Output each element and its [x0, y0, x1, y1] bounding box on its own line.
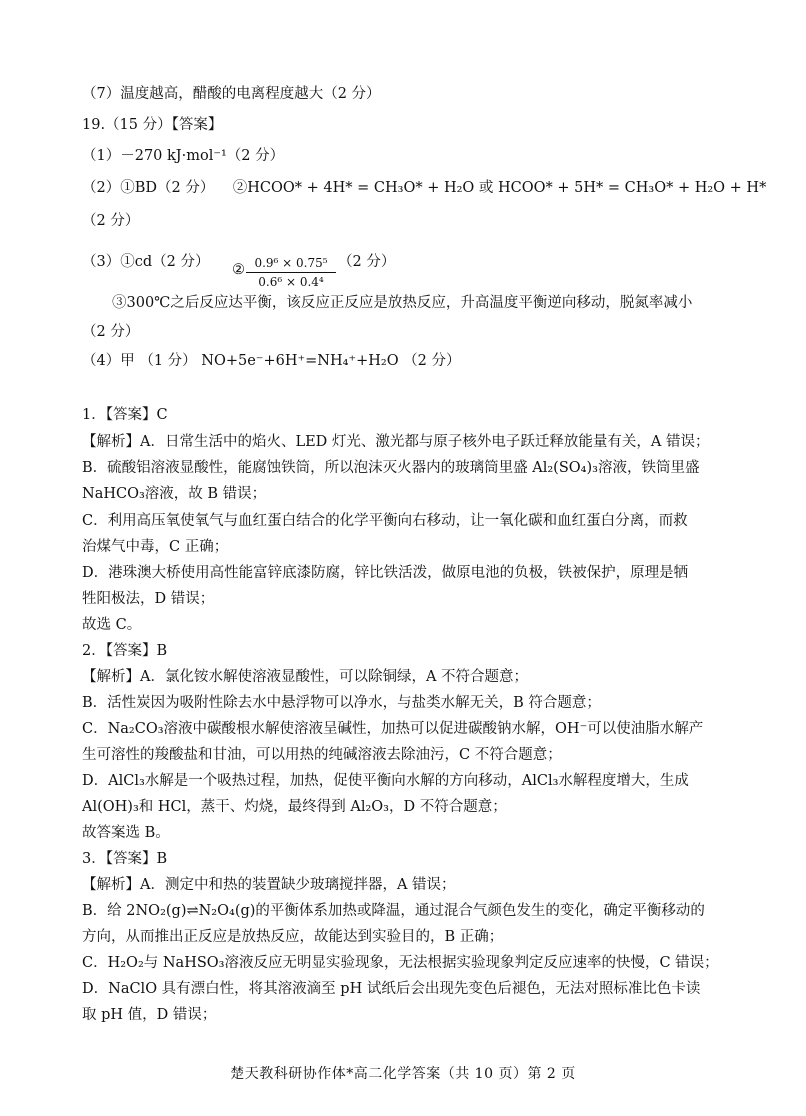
answer-19-3-explanation-score: （2 分）: [82, 324, 140, 340]
q1-answer-head: 1．【答案】C: [82, 407, 168, 423]
page-footer: 楚天教科研协作体*高二化学答案（共 10 页）第 2 页: [230, 1066, 576, 1082]
q1-analysis-c2: 治煤气中毒，C 正确；: [82, 539, 229, 555]
answer-19-3-marker: ②: [232, 262, 245, 278]
q1-analysis-d2: 牲阳极法，D 错误；: [82, 591, 215, 607]
q3-analysis-b1: B．给 2NO₂(g)⇌N₂O₄(g)的平衡体系加热或降温，通过混合气颜色发生的变化，确定平衡移动的: [82, 903, 705, 919]
answer-19-3-score: （2 分）: [338, 254, 396, 270]
q2-analysis-d2: Al(OH)₃和 HCl，蒸干、灼烧，最终得到 Al₂O₃，D 不符合题意；: [82, 799, 507, 815]
answer-19-1: （1）－270 kJ·mol⁻¹（2 分）: [82, 148, 285, 164]
answer-19-4: （4）甲 （1 分） NO+5e⁻+6H⁺=NH₄⁺+H₂O （2 分）: [82, 353, 461, 369]
q2-conclusion: 故答案选 B。: [82, 825, 170, 841]
q1-analysis-c1: C．利用高压氧使氧气与血红蛋白结合的化学平衡向右移动，让一氧化碳和血红蛋白分离，而救: [82, 513, 688, 529]
question-19-header: 19.（15 分）【答案】: [82, 117, 223, 133]
q3-answer-head: 3．【答案】B: [82, 851, 168, 867]
q3-analysis-a: 【解析】A．测定中和热的装置缺少玻璃搅拌器，A 错误；: [82, 877, 456, 893]
answer-19-2: [82, 178, 767, 198]
q1-analysis-a: 【解析】A．日常生活中的焰火、LED 灯光、激光都与原子核外电子跃迁释放能量有关，A 错误；: [82, 434, 710, 450]
equilibrium-constant-formula: [246, 255, 336, 290]
answer-19-2-score: （2 分）: [82, 213, 140, 229]
formula-numerator: 0.9⁶ × 0.75⁵: [246, 255, 336, 273]
q3-analysis-d2: 取 pH 值，D 错误；: [82, 1007, 217, 1023]
q2-answer-head: 2．【答案】B: [82, 643, 168, 659]
formula-denominator: 0.6⁶ × 0.4⁴: [258, 275, 324, 289]
q2-analysis-c2: 生可溶性的羧酸盐和甘油，可以用热的纯碱溶液去除油污，C 不符合题意；: [82, 747, 562, 763]
answer-19-2-equation-2: HCOO* + 5H* = CH₃O* + H₂O + H*: [498, 180, 767, 196]
q2-analysis-d1: D．AlCl₃水解是一个吸热过程，加热，促使平衡向水解的方向移动，AlCl₃水解程度增大，生成: [82, 773, 689, 789]
q2-analysis-a: 【解析】A．氯化铵水解使溶液显酸性，可以除铜绿，A 不符合题意；: [82, 669, 529, 685]
q1-analysis-d1: D．港珠澳大桥使用高性能富锌底漆防腐，锌比铁活泼，做原电池的负极，铁被保护，原理是牺: [82, 565, 689, 581]
answer-19-3-prefix: （3）①cd（2 分）: [82, 254, 210, 270]
answer-19-2-equation-1: ②HCOO* + 4H* = CH₃O* + H₂O: [232, 180, 475, 196]
q2-analysis-c1: C．Na₂CO₃溶液中碳酸根水解使溶液呈碱性，加热可以促进碳酸钠水解，OH⁻可以使油脂水解产: [82, 721, 704, 737]
q3-analysis-b2: 方向，从而推出正反应是放热反应，故能达到实验目的，B 正确；: [82, 929, 504, 945]
q1-analysis-b1: B．硫酸铝溶液显酸性，能腐蚀铁筒，所以泡沫灭火器内的玻璃筒里盛 Al₂(SO₄)₃溶液，铁筒里盛: [82, 460, 700, 476]
answer-19-2-prefix: （2）①BD（2 分）: [82, 180, 215, 196]
q3-analysis-c: C．H₂O₂与 NaHSO₃溶液反应无明显实验现象，无法根据实验现象判定反应速率的快慢，C 错误；: [82, 955, 719, 971]
q1-conclusion: 故选 C。: [82, 617, 142, 633]
answer-19-2-or: 或: [474, 180, 499, 196]
q2-analysis-b: B．活性炭因为吸附性除去水中悬浮物可以净水，与盐类水解无关，B 符合题意；: [82, 695, 601, 711]
answer-q18-7: （7）温度越高，醋酸的电离程度越大（2 分）: [82, 86, 381, 102]
q3-analysis-d1: D．NaClO 具有漂白性，将其溶液滴至 pH 试纸后会出现先变色后褪色，无法对照标准比色卡读: [82, 981, 701, 997]
answer-19-3-explanation: ③300℃之后反应达平衡，该反应正反应是放热反应，升高温度平衡逆向移动，脱氮率减小: [112, 295, 693, 311]
q1-analysis-b2: NaHCO₃溶液，故 B 错误；: [82, 486, 267, 502]
